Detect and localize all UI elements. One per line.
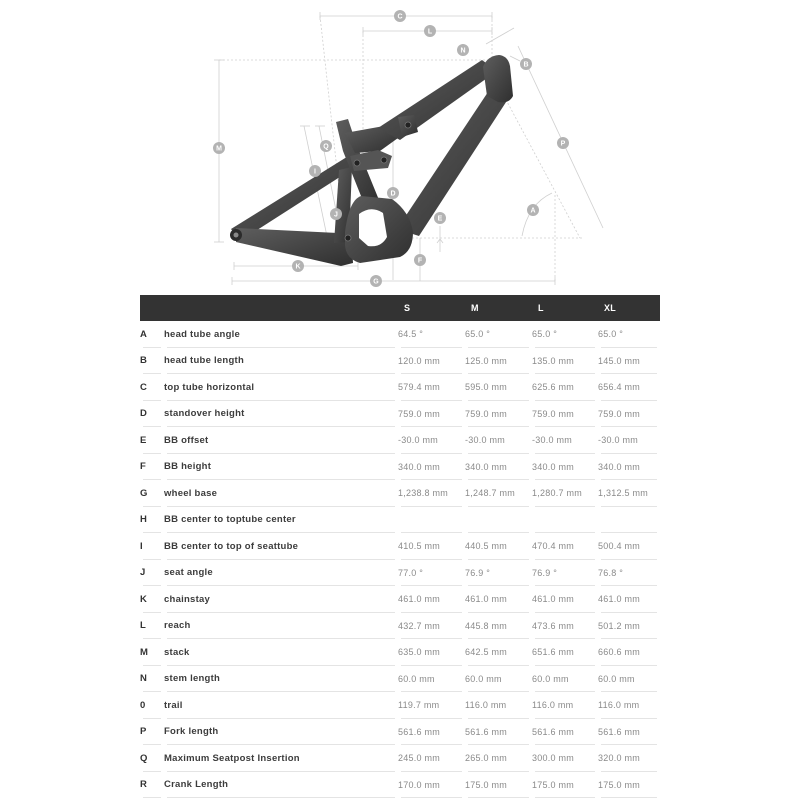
value-xl: 60.0 mm (598, 666, 660, 693)
row-label: trail (164, 692, 398, 719)
table-row (140, 692, 660, 719)
bike-frame (230, 55, 513, 266)
row-letter: J (140, 560, 164, 587)
table-row (140, 480, 660, 507)
value-s: 432.7 mm (398, 613, 465, 640)
row-label: BB offset (164, 427, 398, 454)
value-xl: 76.8 ° (598, 560, 660, 587)
label-text: P (560, 140, 566, 148)
table-row (140, 401, 660, 428)
value-l (532, 507, 598, 534)
row-letter: G (140, 480, 164, 507)
pivot-bolt (405, 122, 411, 128)
row-label: BB height (164, 454, 398, 481)
value-xl: 461.0 mm (598, 586, 660, 613)
value-l: 561.6 mm (532, 719, 598, 746)
frame-geometry-diagram (0, 0, 800, 292)
value-l: -30.0 mm (532, 427, 598, 454)
value-l: 300.0 mm (532, 745, 598, 772)
row-label: reach (164, 613, 398, 640)
value-m: 60.0 mm (465, 666, 532, 693)
value-s: 579.4 mm (398, 374, 465, 401)
value-l: 175.0 mm (532, 772, 598, 799)
value-s: 1,238.8 mm (398, 480, 465, 507)
value-m: 440.5 mm (465, 533, 532, 560)
row-letter: Q (140, 745, 164, 772)
value-l: 470.4 mm (532, 533, 598, 560)
label-text: B (523, 61, 529, 69)
row-letter: F (140, 454, 164, 481)
value-s: 635.0 mm (398, 639, 465, 666)
row-label: BB center to top of seattube (164, 533, 398, 560)
label-f (414, 254, 426, 266)
value-l: 65.0 ° (532, 321, 598, 348)
row-label: stack (164, 639, 398, 666)
label-e (434, 212, 446, 224)
value-s: 340.0 mm (398, 454, 465, 481)
value-l: 759.0 mm (532, 401, 598, 428)
value-m: 65.0 ° (465, 321, 532, 348)
row-letter: H (140, 507, 164, 534)
value-m: 125.0 mm (465, 348, 532, 375)
value-xl: 340.0 mm (598, 454, 660, 481)
value-xl: 1,312.5 mm (598, 480, 660, 507)
value-l: 340.0 mm (532, 454, 598, 481)
table-row (140, 374, 660, 401)
table-row (140, 321, 660, 348)
value-m: 76.9 ° (465, 560, 532, 587)
value-xl: 501.2 mm (598, 613, 660, 640)
row-label: head tube angle (164, 321, 398, 348)
label-k (292, 260, 304, 272)
table-row (140, 613, 660, 640)
value-s: 120.0 mm (398, 348, 465, 375)
value-xl: 175.0 mm (598, 772, 660, 799)
label-text: C (397, 13, 403, 21)
row-label: BB center to toptube center (164, 507, 398, 534)
value-xl: -30.0 mm (598, 427, 660, 454)
value-m (465, 507, 532, 534)
value-l: 116.0 mm (532, 692, 598, 719)
row-letter: I (140, 533, 164, 560)
value-l: 461.0 mm (532, 586, 598, 613)
value-m: 116.0 mm (465, 692, 532, 719)
value-xl: 65.0 ° (598, 321, 660, 348)
table-row (140, 533, 660, 560)
label-n (457, 44, 469, 56)
pivot-bolt (381, 157, 387, 163)
row-label: Maximum Seatpost Insertion (164, 745, 398, 772)
table-row (140, 507, 660, 534)
row-letter: P (140, 719, 164, 746)
head-tube (483, 55, 513, 102)
value-xl (598, 507, 660, 534)
dimension-line-p (518, 46, 603, 228)
row-label: chainstay (164, 586, 398, 613)
pivot-bolt (345, 235, 351, 241)
label-text: N (460, 47, 466, 55)
table-header-row (140, 295, 660, 321)
label-text: K (295, 263, 301, 271)
column-header-letter (140, 295, 164, 321)
label-g (370, 275, 382, 287)
value-xl: 656.4 mm (598, 374, 660, 401)
value-m: 340.0 mm (465, 454, 532, 481)
row-label: Fork length (164, 719, 398, 746)
value-m: 461.0 mm (465, 586, 532, 613)
pivot-bolt (354, 160, 360, 166)
row-letter: R (140, 772, 164, 799)
value-s: 170.0 mm (398, 772, 465, 799)
value-m: -30.0 mm (465, 427, 532, 454)
label-c (394, 10, 406, 22)
value-xl: 500.4 mm (598, 533, 660, 560)
value-xl: 759.0 mm (598, 401, 660, 428)
angle-arc-a (522, 193, 552, 236)
label-text: I (314, 168, 316, 176)
dimension-line-b (510, 56, 520, 61)
label-text: E (437, 215, 443, 223)
value-m: 175.0 mm (465, 772, 532, 799)
label-a (527, 204, 539, 216)
row-letter: C (140, 374, 164, 401)
label-m (213, 142, 225, 154)
label-j (330, 208, 342, 220)
table-row (140, 454, 660, 481)
row-label: top tube horizontal (164, 374, 398, 401)
row-letter: E (140, 427, 164, 454)
value-l: 473.6 mm (532, 613, 598, 640)
column-header-s: S (404, 303, 411, 313)
label-i (309, 165, 321, 177)
value-m: 759.0 mm (465, 401, 532, 428)
value-m: 265.0 mm (465, 745, 532, 772)
value-xl: 320.0 mm (598, 745, 660, 772)
value-s: 64.5 ° (398, 321, 465, 348)
value-s: -30.0 mm (398, 427, 465, 454)
row-label: Crank Length (164, 772, 398, 799)
row-letter: L (140, 613, 164, 640)
geometry-table (140, 295, 660, 798)
value-l: 76.9 ° (532, 560, 598, 587)
table-row (140, 719, 660, 746)
column-header-m: M (471, 303, 479, 313)
row-label: head tube length (164, 348, 398, 375)
dimension-line-n (486, 28, 514, 44)
row-label: wheel base (164, 480, 398, 507)
rear-axle-center (234, 233, 239, 238)
table-row (140, 772, 660, 799)
column-header-l: L (538, 303, 544, 313)
value-s: 245.0 mm (398, 745, 465, 772)
row-label: stem length (164, 666, 398, 693)
value-m: 561.6 mm (465, 719, 532, 746)
value-l: 651.6 mm (532, 639, 598, 666)
value-s (398, 507, 465, 534)
row-letter: M (140, 639, 164, 666)
label-text: A (530, 207, 536, 215)
label-q (320, 140, 332, 152)
value-l: 60.0 mm (532, 666, 598, 693)
value-s: 561.6 mm (398, 719, 465, 746)
label-text: L (427, 28, 433, 36)
value-l: 1,280.7 mm (532, 480, 598, 507)
value-s: 759.0 mm (398, 401, 465, 428)
table-row (140, 745, 660, 772)
value-s: 461.0 mm (398, 586, 465, 613)
label-b (520, 58, 532, 70)
label-text: M (216, 145, 222, 153)
table-row (140, 560, 660, 587)
table-row (140, 666, 660, 693)
row-letter: K (140, 586, 164, 613)
value-l: 135.0 mm (532, 348, 598, 375)
value-m: 445.8 mm (465, 613, 532, 640)
row-letter: A (140, 321, 164, 348)
row-label: seat angle (164, 560, 398, 587)
table-row (140, 639, 660, 666)
dimension-tick (440, 239, 443, 243)
label-p (557, 137, 569, 149)
link-cutout (359, 209, 387, 246)
column-header-xl: XL (604, 303, 617, 313)
value-s: 77.0 ° (398, 560, 465, 587)
label-text: J (334, 211, 338, 219)
row-letter: 0 (140, 692, 164, 719)
value-s: 119.7 mm (398, 692, 465, 719)
table-row (140, 427, 660, 454)
value-m: 642.5 mm (465, 639, 532, 666)
label-text: D (390, 190, 396, 198)
value-l: 625.6 mm (532, 374, 598, 401)
row-label: standover height (164, 401, 398, 428)
label-l (424, 25, 436, 37)
value-xl: 145.0 mm (598, 348, 660, 375)
label-text: G (373, 278, 379, 286)
label-text: Q (323, 143, 329, 151)
value-xl: 561.6 mm (598, 719, 660, 746)
value-xl: 660.6 mm (598, 639, 660, 666)
value-xl: 116.0 mm (598, 692, 660, 719)
value-m: 595.0 mm (465, 374, 532, 401)
fork-axis-line (504, 96, 580, 238)
label-text: F (417, 257, 423, 265)
row-letter: D (140, 401, 164, 428)
dimension-tick (437, 239, 440, 243)
value-m: 1,248.7 mm (465, 480, 532, 507)
table-row (140, 586, 660, 613)
label-d (387, 187, 399, 199)
row-letter: N (140, 666, 164, 693)
table-row (140, 348, 660, 375)
value-s: 410.5 mm (398, 533, 465, 560)
column-header-label (164, 295, 398, 321)
row-letter: B (140, 348, 164, 375)
value-s: 60.0 mm (398, 666, 465, 693)
